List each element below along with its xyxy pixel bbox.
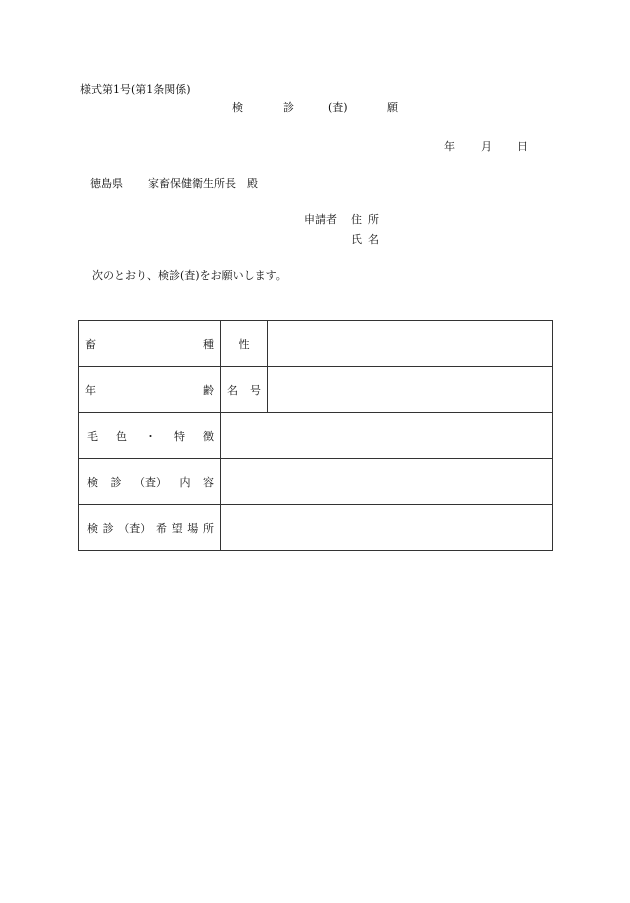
label-cell xyxy=(79,321,221,367)
label-char: 容 xyxy=(203,475,214,489)
label-char: 内 xyxy=(179,475,191,489)
date-day-label: 日 xyxy=(517,140,528,153)
document-title xyxy=(232,99,412,113)
coat-color-features-label xyxy=(79,428,220,444)
sex-label xyxy=(221,336,267,352)
table-row xyxy=(79,321,553,367)
addressee-prefecture: 徳島県 xyxy=(90,177,123,190)
name-label: 氏名 xyxy=(351,233,385,246)
label-char: 色 xyxy=(116,429,127,443)
label-char: 望 xyxy=(171,521,183,535)
label-cell xyxy=(79,367,221,413)
applicant-label: 申請者 xyxy=(304,213,337,226)
label-cell xyxy=(79,505,221,551)
label-char: 場 xyxy=(187,521,199,535)
label-cell xyxy=(79,413,221,459)
label-char: 年 xyxy=(85,383,96,397)
title-char: 願 xyxy=(387,101,398,114)
table-row xyxy=(79,413,553,459)
label-char: 希 xyxy=(155,521,167,535)
title-char: 診 xyxy=(283,101,294,114)
form-number: 様式第1号(第1条関係) xyxy=(80,83,191,96)
label-char: 毛 xyxy=(87,429,98,443)
label-char: 畜 xyxy=(85,337,96,351)
sex-value-field[interactable] xyxy=(268,321,553,367)
sub-label-cell xyxy=(221,321,268,367)
label-char: 徴 xyxy=(203,429,214,443)
age-label xyxy=(79,382,220,398)
label-char: 齢 xyxy=(203,383,214,397)
label-char: 性 xyxy=(238,337,250,351)
date-year-label: 年 xyxy=(444,140,455,153)
addressee-office: 家畜保健衛生所長 殿 xyxy=(148,177,258,190)
examination-content-label xyxy=(79,474,220,490)
label-char: （査） xyxy=(118,521,152,535)
sub-label-cell xyxy=(221,367,268,413)
title-char: 検 xyxy=(232,101,243,114)
label-char: 号 xyxy=(250,383,261,397)
address-label: 住所 xyxy=(351,213,385,226)
label-char: 所 xyxy=(202,521,214,535)
desired-location-field[interactable] xyxy=(221,505,553,551)
date-line xyxy=(444,138,534,152)
name-number-label xyxy=(221,382,267,398)
livestock-type-label xyxy=(79,336,220,352)
desired-location-label xyxy=(79,520,220,536)
table-row xyxy=(79,459,553,505)
label-char: 診 xyxy=(110,475,122,489)
label-char: 種 xyxy=(203,337,214,351)
label-char: 診 xyxy=(102,521,114,535)
table-row xyxy=(79,505,553,551)
date-month-label: 月 xyxy=(481,140,492,153)
request-table xyxy=(78,320,553,551)
request-text: 次のとおり、検診(査)をお願いします。 xyxy=(92,269,287,282)
table-row xyxy=(79,367,553,413)
label-cell xyxy=(79,459,221,505)
examination-content-field[interactable] xyxy=(221,459,553,505)
coat-color-features-field[interactable] xyxy=(221,413,553,459)
label-char: （査） xyxy=(134,475,167,489)
label-char: 検 xyxy=(87,475,98,489)
label-char: 特 xyxy=(174,429,185,443)
title-char: (査) xyxy=(328,101,348,114)
label-char: 名 xyxy=(227,383,238,397)
label-char: ・ xyxy=(145,429,156,443)
name-number-value-field[interactable] xyxy=(268,367,553,413)
label-char: 検 xyxy=(87,521,98,535)
